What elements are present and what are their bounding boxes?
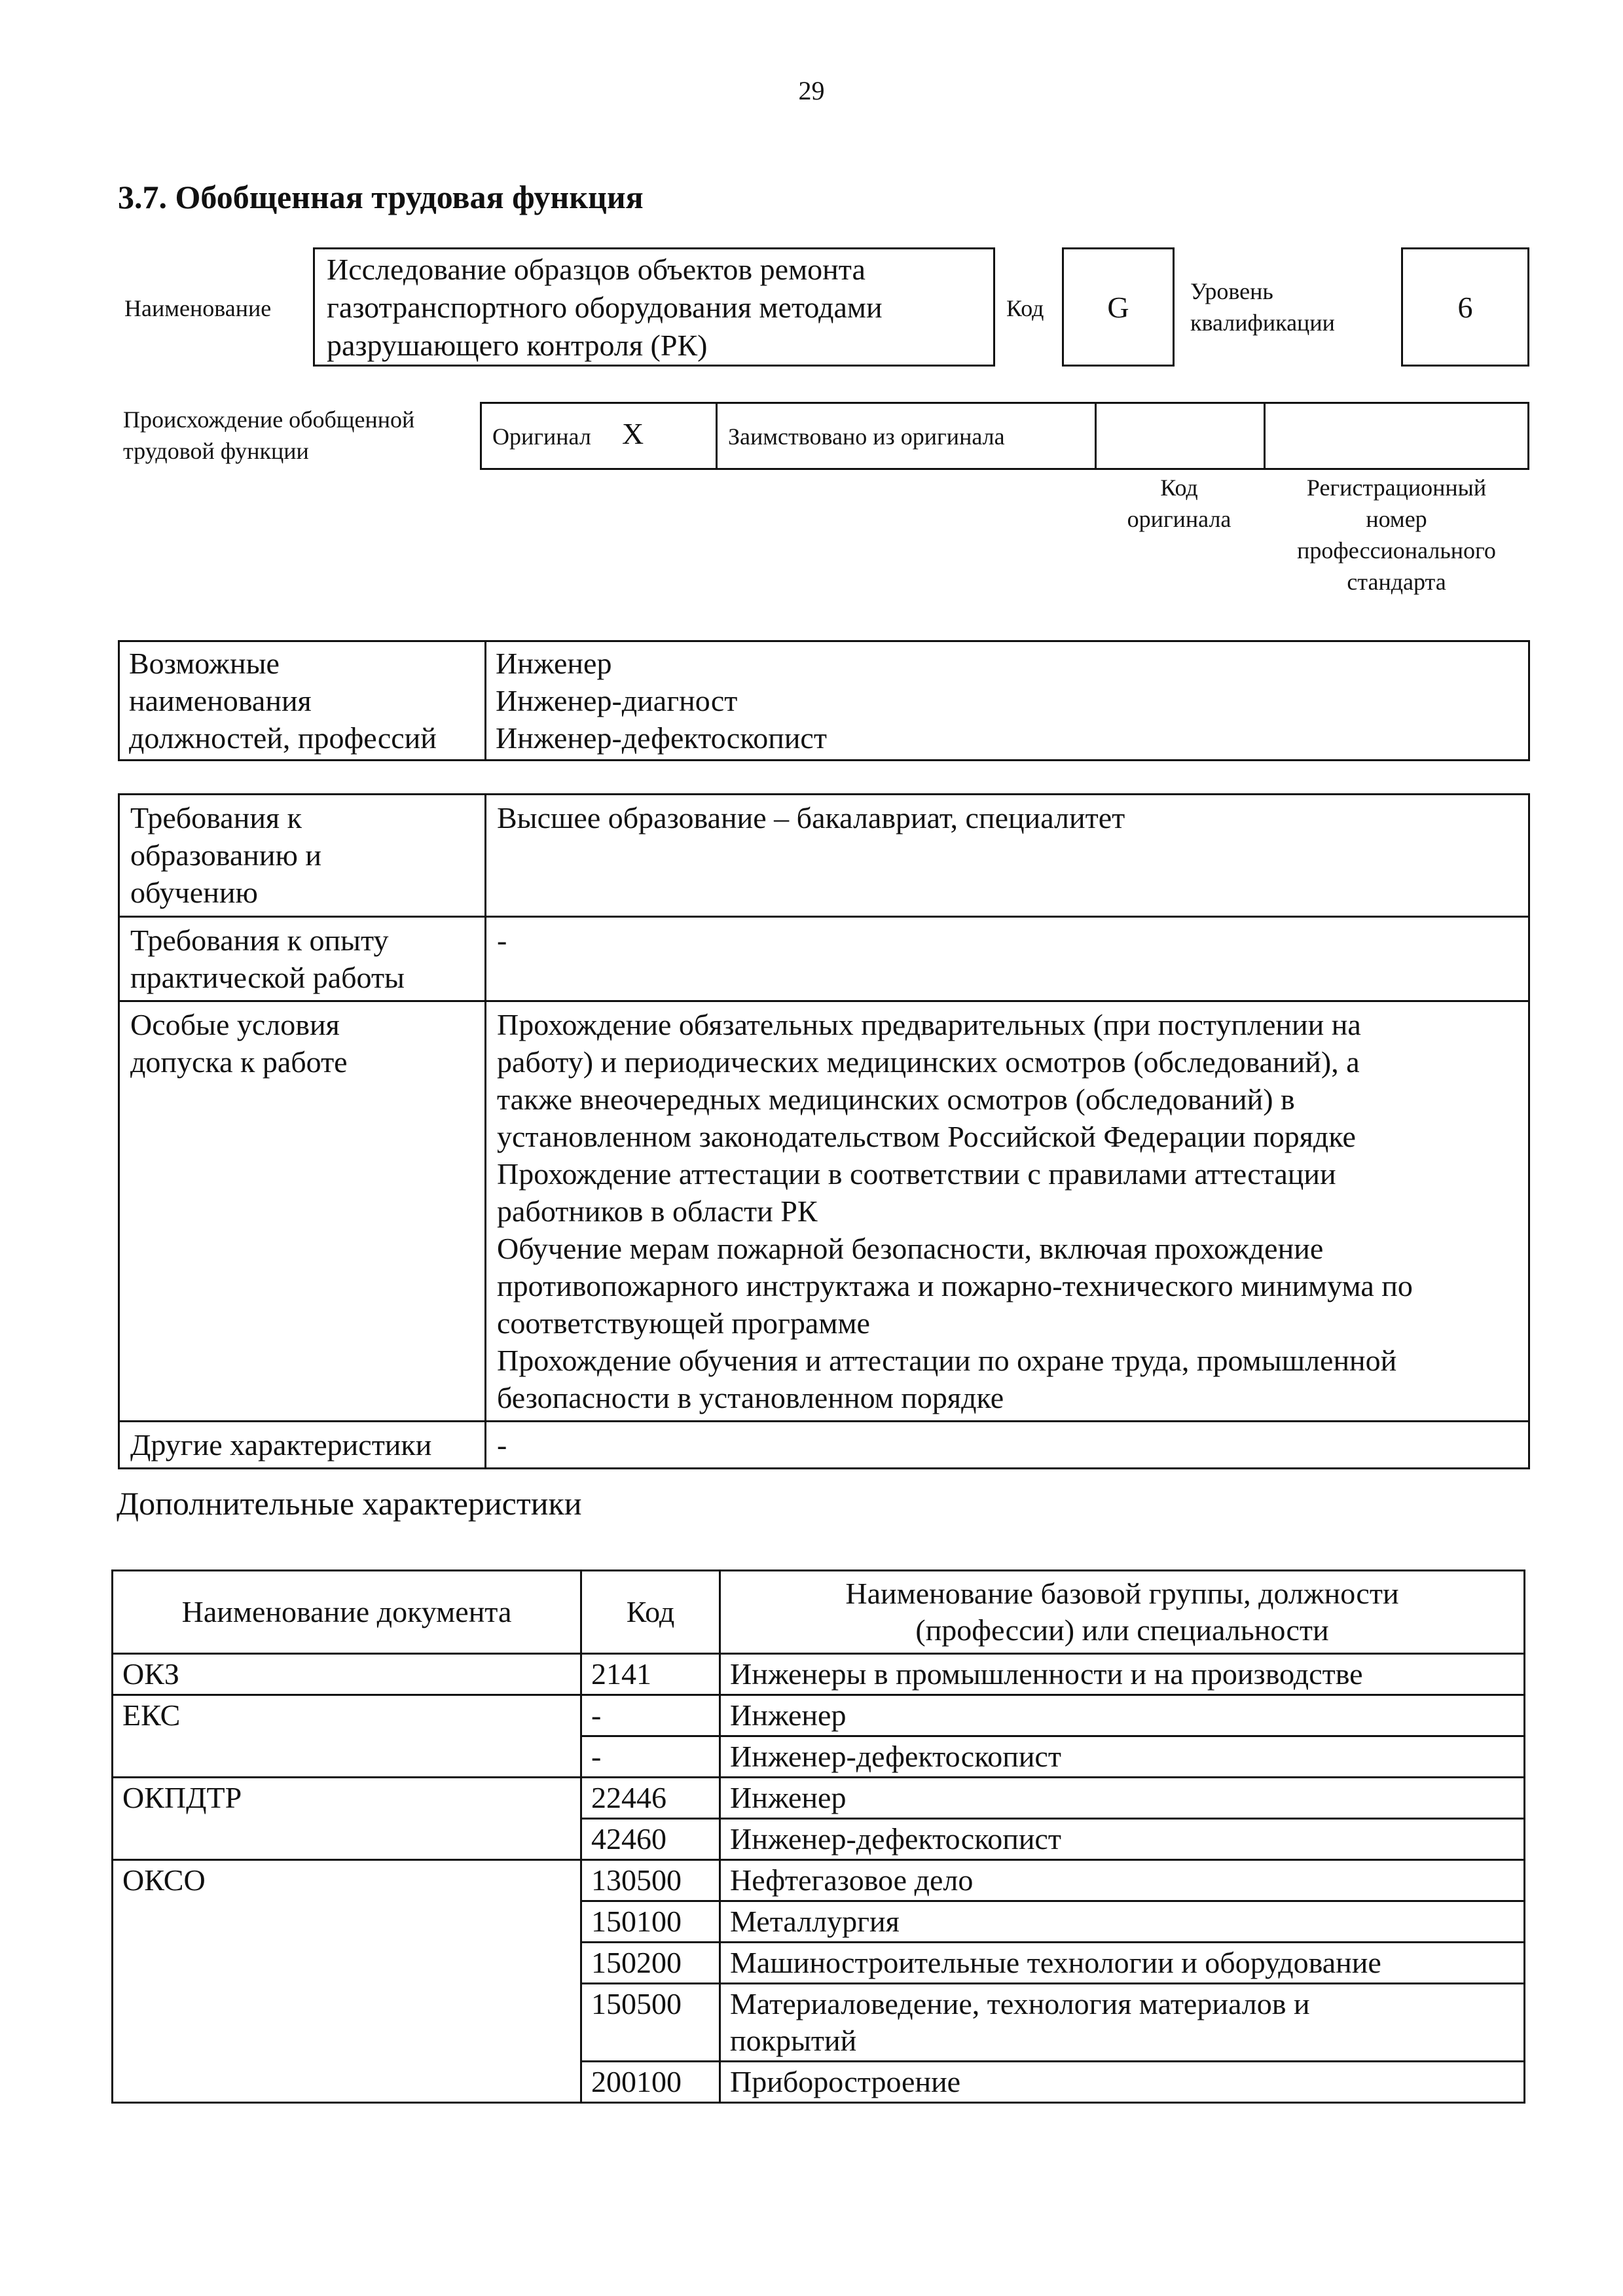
code-cell: 150100 xyxy=(581,1901,720,1943)
requirement-label-line: обучению xyxy=(130,876,258,909)
requirement-value-line: также внеочередных медицинских осмотров (обследований) в xyxy=(497,1083,1295,1116)
level-label-line: квалификации xyxy=(1190,310,1335,336)
requirement-row xyxy=(119,1422,1529,1469)
level-value-box xyxy=(1401,247,1529,367)
requirement-label-line: Требования к xyxy=(130,801,302,834)
doc-cell: ОКСО xyxy=(113,1860,581,1901)
origin-label-line: Происхождение обобщенной xyxy=(123,406,415,433)
table-row xyxy=(113,1736,1525,1778)
code-cell: - xyxy=(581,1695,720,1736)
page-number: 29 xyxy=(798,76,825,105)
header-document xyxy=(113,1571,581,1654)
name-cell-line: покрытий xyxy=(730,2024,857,2057)
name-cell: Металлургия xyxy=(720,1901,1525,1943)
name-cell: Нефтегазовое дело xyxy=(720,1860,1525,1901)
requirement-value-line: - xyxy=(497,1428,507,1462)
header-document-text: Наименование документа xyxy=(181,1595,512,1628)
table-row xyxy=(113,1943,1525,1984)
doc-cell xyxy=(113,1901,581,1943)
additional-table xyxy=(111,1570,1525,2104)
name-cell-line: Материаловедение, технология материалов и xyxy=(730,1987,1310,2020)
requirement-row xyxy=(119,917,1529,1001)
code-value-box xyxy=(1062,247,1175,367)
table-row xyxy=(113,1778,1525,1819)
code-cell: 2141 xyxy=(581,1654,720,1695)
header-code-text: Код xyxy=(626,1595,675,1628)
doc-cell xyxy=(113,1943,581,1984)
code-cell: 200100 xyxy=(581,2062,720,2103)
code-value: G xyxy=(1107,291,1129,324)
name-value-line: разрушающего контроля (РК) xyxy=(327,329,708,362)
caption-reg-line: стандарта xyxy=(1347,569,1446,595)
table-row xyxy=(113,1695,1525,1736)
origin-divider xyxy=(1095,402,1097,470)
requirement-value-line: Прохождение обязательных предварительных (при поступлении на xyxy=(497,1008,1361,1041)
doc-cell: ЕКС xyxy=(113,1695,581,1736)
code-cell: - xyxy=(581,1736,720,1778)
header-name-line: (профессии) или специальности xyxy=(915,1613,1329,1647)
name-cell: Инженеры в промышленности и на производстве xyxy=(720,1654,1525,1695)
origin-label-line: трудовой функции xyxy=(123,438,309,464)
positions-label xyxy=(119,641,486,761)
doc-cell xyxy=(113,1736,581,1778)
position-item: Инженер-дефектоскопист xyxy=(496,721,827,755)
name-value-box xyxy=(313,247,995,367)
requirement-value xyxy=(486,795,1529,917)
name-cell: Инженер xyxy=(720,1778,1525,1819)
positions-row xyxy=(119,641,1529,761)
code-cell: 42460 xyxy=(581,1819,720,1860)
table-row xyxy=(113,1819,1525,1860)
name-cell: Машиностроительные технологии и оборудование xyxy=(720,1943,1525,1984)
doc-cell: ОКПДТР xyxy=(113,1778,581,1819)
header-name-line: Наименование базовой группы, должности xyxy=(845,1577,1399,1610)
requirement-row xyxy=(119,795,1529,917)
level-label-line: Уровень xyxy=(1190,278,1273,304)
code-cell: 150500 xyxy=(581,1984,720,2062)
name-cell: Инженер-дефектоскопист xyxy=(720,1736,1525,1778)
requirement-value xyxy=(486,1422,1529,1469)
requirement-label-line: образованию и xyxy=(130,838,321,872)
caption-reg-line: номер xyxy=(1366,506,1427,532)
requirement-row xyxy=(119,1001,1529,1422)
requirement-label-line: Особые условия xyxy=(130,1008,340,1041)
borrowed-label: Заимствовано из оригинала xyxy=(728,423,1005,450)
header-name xyxy=(720,1571,1525,1654)
requirement-value-line: соответствующей программе xyxy=(497,1306,870,1340)
requirement-label xyxy=(119,1422,486,1469)
code-cell: 150200 xyxy=(581,1943,720,1984)
level-value: 6 xyxy=(1457,291,1473,324)
requirement-value-line: Обучение мерам пожарной безопасности, включая прохождение xyxy=(497,1232,1324,1265)
requirement-label-line: Требования к опыту xyxy=(130,924,389,957)
requirement-value-line: Высшее образование – бакалавриат, специалитет xyxy=(497,801,1125,834)
requirement-value-line: установленном законодательством Российской Федерации порядке xyxy=(497,1120,1356,1153)
caption-reg-line: Регистрационный xyxy=(1306,475,1487,501)
requirements-table xyxy=(118,793,1530,1469)
doc-cell xyxy=(113,1984,581,2062)
requirement-label-line: допуска к работе xyxy=(130,1045,348,1079)
origin-divider xyxy=(716,402,718,470)
requirement-value-line: работников в области РК xyxy=(497,1194,818,1228)
doc-cell xyxy=(113,2062,581,2103)
requirement-label-line: Другие характеристики xyxy=(130,1428,432,1462)
positions-values xyxy=(486,641,1529,761)
name-cell: Приборостроение xyxy=(720,2062,1525,2103)
requirement-value xyxy=(486,1001,1529,1422)
name-value-line: газотранспортного оборудования методами xyxy=(327,291,883,324)
table-row xyxy=(113,1654,1525,1695)
code-cell: 22446 xyxy=(581,1778,720,1819)
requirement-value-line: Прохождение аттестации в соответствии с правилами аттестации xyxy=(497,1157,1336,1191)
name-value-line: Исследование образцов объектов ремонта xyxy=(327,253,866,286)
doc-cell xyxy=(113,1819,581,1860)
doc-cell: ОКЗ xyxy=(113,1654,581,1695)
section-title: 3.7. Обобщенная трудовая функция xyxy=(118,179,644,215)
requirement-value-line: безопасности в установленном порядке xyxy=(497,1381,1004,1414)
position-item: Инженер-диагност xyxy=(496,684,738,717)
caption-reg-line: профессионального xyxy=(1297,537,1496,564)
requirement-label xyxy=(119,917,486,1001)
requirement-label xyxy=(119,795,486,917)
requirement-value xyxy=(486,917,1529,1001)
table-row xyxy=(113,2062,1525,2103)
positions-label-line: наименования xyxy=(129,684,312,717)
code-cell: 130500 xyxy=(581,1860,720,1901)
requirement-value-line: работу) и периодических медицинских осмотров (обследований), а xyxy=(497,1045,1360,1079)
requirement-label-line: практической работы xyxy=(130,961,405,994)
positions-label-line: Возможные xyxy=(129,647,280,680)
name-label: Наименование xyxy=(124,295,272,321)
code-label: Код xyxy=(1006,295,1044,321)
caption-code-line: оригинала xyxy=(1127,506,1231,532)
name-cell: Инженер-дефектоскопист xyxy=(720,1819,1525,1860)
table-row xyxy=(113,1860,1525,1901)
name-cell: Инженер xyxy=(720,1695,1525,1736)
table-row xyxy=(113,1984,1525,2062)
table-row xyxy=(113,1901,1525,1943)
additional-header-row xyxy=(113,1571,1525,1654)
positions-label-line: должностей, профессий xyxy=(129,721,437,755)
requirement-value-line: Прохождение обучения и аттестации по охране труда, промышленной xyxy=(497,1344,1397,1377)
requirement-value-line: - xyxy=(497,924,507,957)
requirement-value-line: противопожарного инструктажа и пожарно-технического минимума по xyxy=(497,1269,1413,1302)
requirement-label xyxy=(119,1001,486,1422)
header-code xyxy=(581,1571,720,1654)
caption-code-line: Код xyxy=(1160,475,1198,501)
name-cell xyxy=(720,1984,1525,2062)
original-mark: X xyxy=(622,417,644,450)
position-item: Инженер xyxy=(496,647,612,680)
additional-title: Дополнительные характеристики xyxy=(117,1485,582,1522)
positions-table xyxy=(118,640,1530,761)
original-label: Оригинал xyxy=(492,423,591,450)
origin-divider xyxy=(1264,402,1266,470)
